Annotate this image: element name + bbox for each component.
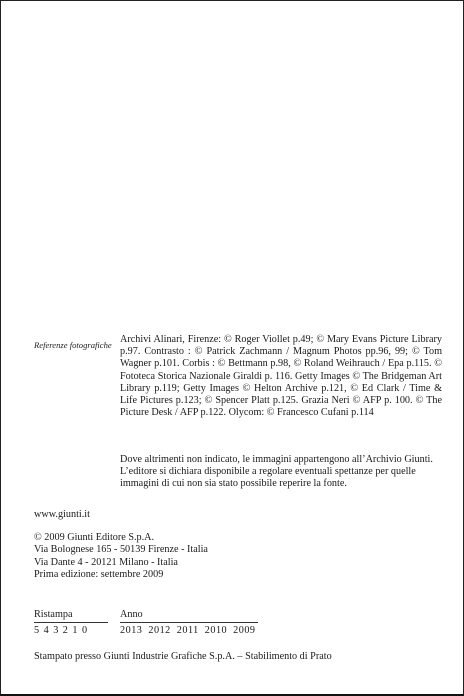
copyright-line: © 2009 Giunti Editore S.p.A.: [34, 532, 155, 543]
ristampa-number: 5: [34, 625, 40, 636]
ristampa-label: Ristampa: [34, 609, 73, 620]
anno-years: [120, 625, 262, 636]
edition-line: Prima edizione: settembre 2009: [34, 569, 164, 581]
ristampa-block: [34, 609, 108, 636]
printer-line: Stampato presso Giunti Industrie Grafiche S.p.A. – Stabilimento di Prato: [34, 651, 332, 662]
anno-year: 2011: [176, 625, 199, 636]
ristampa-number: 2: [62, 625, 69, 636]
anno-block: [120, 609, 262, 636]
anno-rule: [120, 622, 258, 623]
anno-year: 2012: [148, 625, 171, 636]
ristampa-rule: [34, 622, 108, 623]
anno-label: Anno: [120, 609, 143, 620]
anno-year: 2013: [120, 625, 143, 636]
anno-year: 2009: [233, 625, 256, 636]
photo-credits-label: Referenze fotografiche: [34, 340, 112, 350]
publisher-info: [34, 532, 208, 582]
photo-credits-text: Archivi Alinari, Firenze: © Roger Viollet p.49; © Mary Evans Picture Library p.97. Contrasto : © Patrick Zachmann / Magnum Photos pp.96, 99; © Tom Wagner p.101. Corbis : © Bettmann p.98, © Roland Weihrauch / Epa p.115. © Fototeca Storica Nazionale Giraldi p. 116. Getty Images © The Bridgeman Art Library p.119; Getty Images © Helton Archive p.121, © Ed Clark / Time & Life Pictures p.123; © Spencer Platt p.125. Grazia Neri © AFP p. 100. © The Picture Desk / AFP p.122. Olycom: © Francesco Cufani p.114: [120, 334, 442, 419]
ristampa-number: 3: [53, 625, 59, 636]
image-rights-notice: Dove altrimenti non indicato, le immagini appartengono all’Archivio Giunti. L’editore si dichiara disponibile a regolare eventuali spettanze per quelle immagini di cui non sia stato possibile reperire la fonte.: [120, 454, 433, 490]
website-url: www.giunti.it: [34, 509, 90, 520]
ristampa-number: 1: [72, 625, 78, 636]
ristampa-numbers: [34, 625, 108, 636]
ristampa-number: 0: [81, 625, 88, 636]
ristampa-number: 4: [43, 625, 50, 636]
address-milano: Via Dante 4 - 20121 Milano - Italia: [34, 556, 178, 568]
anno-year: 2010: [204, 625, 228, 636]
address-firenze: Via Bolognese 165 - 50139 Firenze - Italia: [34, 544, 208, 556]
